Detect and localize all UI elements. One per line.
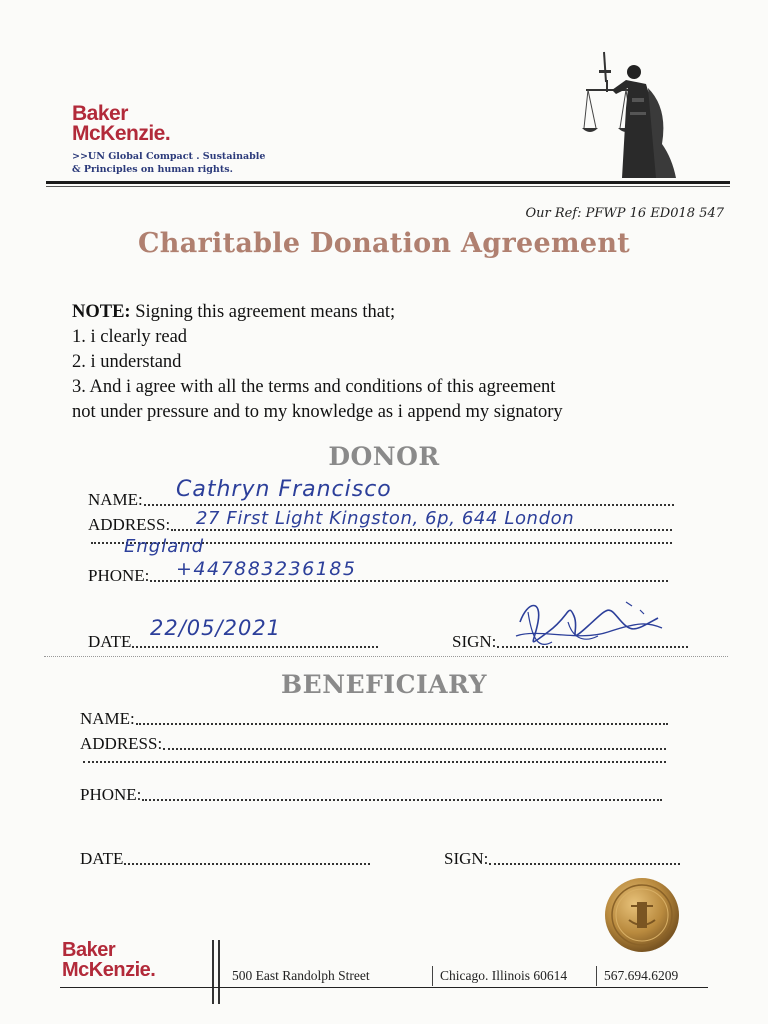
footer-phone: 567.694.6209	[604, 968, 679, 983]
beneficiary-address-label: ADDRESS:	[80, 734, 163, 753]
gold-seal-icon	[603, 876, 681, 954]
section-divider	[44, 656, 728, 658]
beneficiary-address-field-line2[interactable]	[82, 760, 666, 767]
donor-phone-value: +447883236185	[176, 558, 357, 580]
note-intro	[72, 300, 563, 325]
header-rule-thin	[46, 186, 730, 187]
footer-separator-1	[432, 966, 433, 986]
header-tagline	[72, 150, 265, 176]
footer-vertical-rule-2	[218, 940, 220, 1004]
logo-word-mckenzie: McKenzie.	[72, 122, 171, 145]
document-title: Charitable Donation Agreement	[137, 228, 631, 259]
note-block	[72, 300, 563, 425]
donor-phone-label: PHONE:	[88, 566, 150, 585]
donor-name-value: Cathryn Francisco	[176, 477, 392, 502]
note-item-2: 2. i understand	[72, 352, 182, 372]
footer-separator-2	[596, 966, 597, 986]
note-item-3: 3. And i agree with all the terms and conditions of this agreement	[72, 377, 556, 397]
donor-date-label: DATE	[88, 632, 132, 651]
beneficiary-date-label: DATE	[80, 849, 124, 868]
footer-logo	[62, 940, 155, 980]
donor-phone-field[interactable]	[88, 566, 668, 586]
reference-number: Our Ref: PFWP 16 ED018 547	[525, 206, 724, 221]
beneficiary-phone-label: PHONE:	[80, 785, 142, 804]
beneficiary-date-field[interactable]	[80, 849, 370, 869]
footer-rule	[60, 987, 708, 988]
note-label: NOTE:	[72, 302, 131, 322]
note-item-1: 1. i clearly read	[72, 327, 188, 347]
footer-logo-baker: Baker	[62, 939, 116, 961]
tagline-line-2: & Principles on human rights.	[72, 164, 233, 175]
beneficiary-sign-label: SIGN:	[444, 849, 489, 868]
donor-address-value-line2: England	[124, 536, 205, 557]
tagline-line-1: >>UN Global Compact . Sustainable	[72, 151, 266, 162]
donor-heading: DONOR	[328, 442, 440, 471]
donor-date-value: 22/05/2021	[150, 616, 282, 640]
footer-vertical-rule	[212, 940, 214, 1004]
donor-name-label: NAME:	[88, 490, 143, 509]
donor-address-label: ADDRESS:	[88, 515, 171, 534]
beneficiary-address-field[interactable]	[80, 734, 666, 754]
beneficiary-phone-field[interactable]	[80, 785, 662, 805]
donor-address-value-line1: 27 First Light Kingston, 6p, 644 London	[196, 508, 575, 529]
header-logo	[72, 104, 170, 144]
donor-signature	[508, 592, 666, 658]
beneficiary-sign-field[interactable]	[444, 849, 680, 869]
footer-logo-mckenzie: McKenzie.	[62, 959, 156, 981]
note-item-3-cont: not under pressure and to my knowledge as i append my signatory	[72, 402, 563, 422]
header-rule	[46, 181, 730, 184]
beneficiary-name-field[interactable]	[80, 709, 668, 729]
beneficiary-heading: BENEFICIARY	[281, 670, 487, 699]
footer-street: 500 East Randolph Street	[232, 968, 370, 983]
logo-word-baker: Baker	[72, 102, 128, 125]
note-intro-text: Signing this agreement means that;	[130, 302, 396, 322]
beneficiary-name-label: NAME:	[80, 709, 135, 728]
footer-city: Chicago. Illinois 60614	[440, 968, 568, 983]
donor-sign-label: SIGN:	[452, 632, 497, 651]
lady-justice-icon	[582, 48, 682, 180]
